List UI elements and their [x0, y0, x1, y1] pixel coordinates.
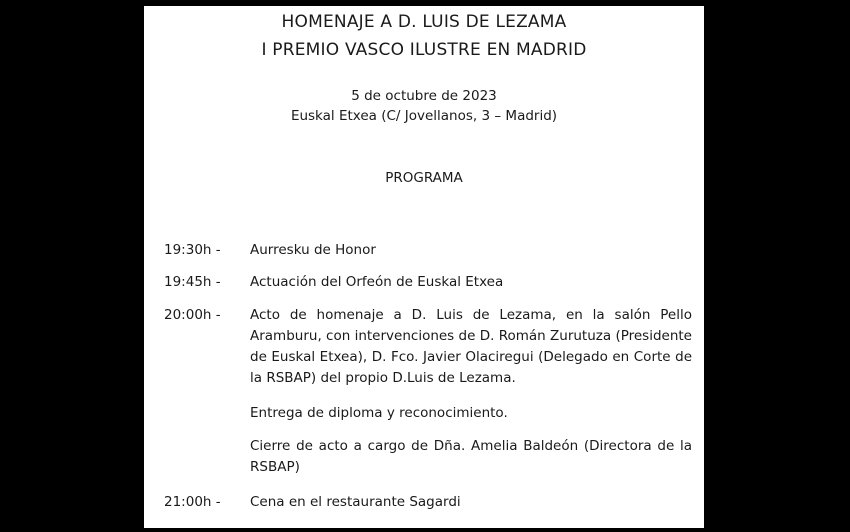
- program-text: Acto de homenaje a D. Luis de Lezama, en la salón Pello Aramburu, con intervenciones de D. Román Zurutuza (Presidente de Euskal Etxea), D. Fco. Javier Olaciregui (Delegado en Corte de la RSBAP) del propio D.Luis de Lezama.: [250, 307, 692, 386]
- document-title-line1: HOMENAJE A D. LUIS DE LEZAMA: [281, 12, 567, 32]
- program-text: Cierre de acto a cargo de Dña. Amelia Baldeón (Directora de la RSBAP): [250, 438, 692, 475]
- program-text: Aurresku de Honor: [250, 242, 376, 258]
- program-time: 19:30h -: [164, 242, 221, 258]
- program-text: Cena en el restaurante Sagardi: [250, 494, 461, 510]
- document-title-line2: I PREMIO VASCO ILUSTRE EN MADRID: [261, 40, 587, 60]
- program-text: Entrega de diploma y reconocimiento.: [250, 405, 508, 421]
- program-time: 20:00h -: [164, 307, 221, 323]
- program-text: Actuación del Orfeón de Euskal Etxea: [250, 274, 504, 290]
- event-date: 5 de octubre de 2023: [351, 88, 497, 104]
- section-heading: PROGRAMA: [385, 170, 463, 186]
- document-page: [144, 6, 704, 528]
- program-time: 21:00h -: [164, 494, 221, 510]
- event-venue: Euskal Etxea (C/ Jovellanos, 3 – Madrid): [290, 108, 558, 124]
- program-time: 19:45h -: [164, 274, 221, 290]
